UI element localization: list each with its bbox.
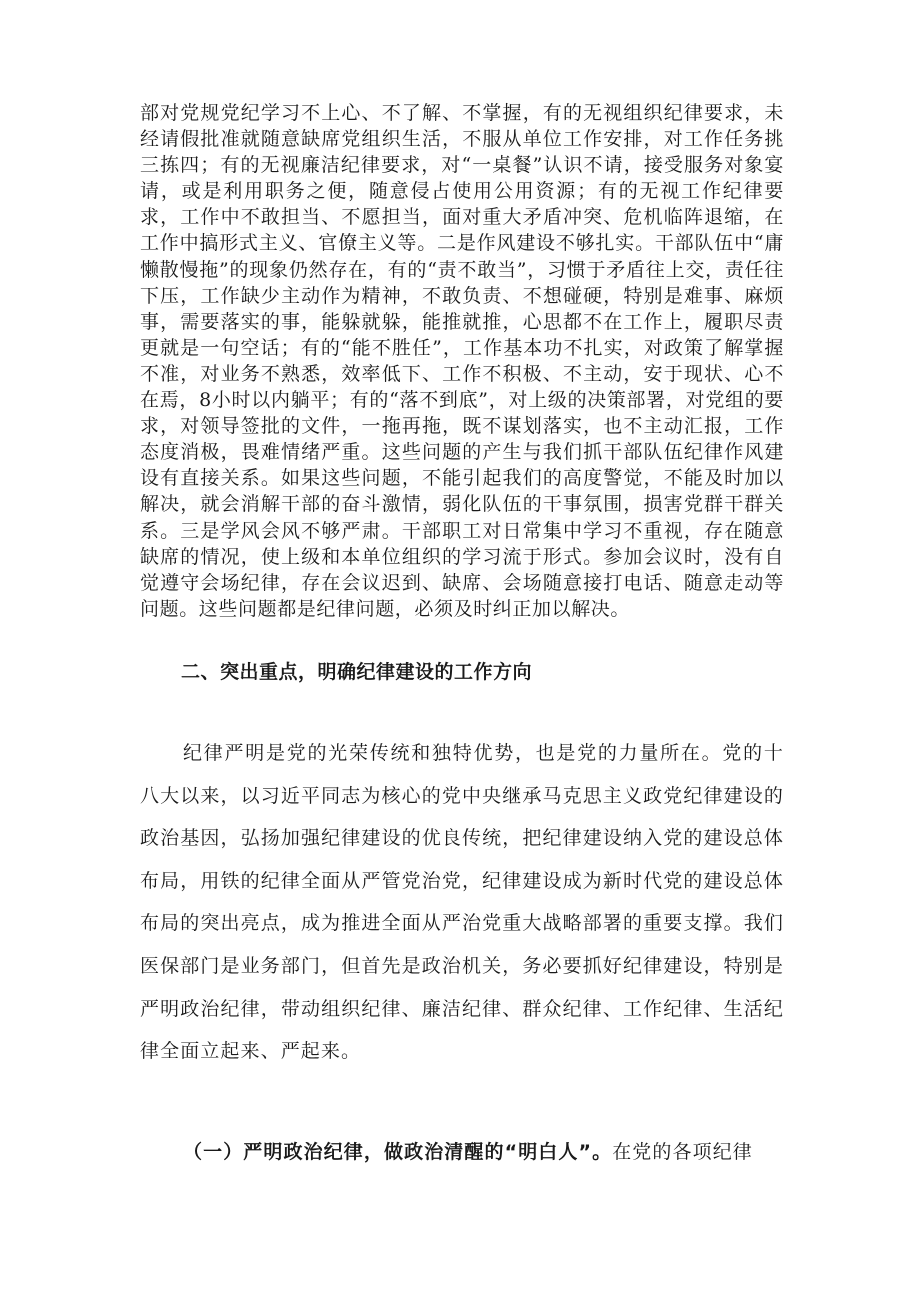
subsection-lead: （一）严明政治纪律，做政治清醒的“明白人”。 xyxy=(183,1141,613,1163)
body-paragraph-political-discipline xyxy=(183,1137,793,1167)
body-paragraph-discipline-issues: 部对党规党纪学习不上心、不了解、不掌握，有的无视组织纪律要求，未经请假批准就随意缺席党组织生活，不服从单位工作安排，对工作任务挑三拣四；有的无视廉洁纪律要求，对“一桌餐”认识不请，接受服务对象宴请，或是利用职务之便，随意侵占使用公用资源；有的无视工作纪律要求，工作中不敢担当、不愿担当，面对重大矛盾冲突、危机临阵退缩，在工作中搞形式主义、官僚主义等。二是作风建设不够扎实。干部队伍中“庸懒散慢拖”的现象仍然存在，有的“责不敢当”，习惯于矛盾往上交，责任往下压，工作缺少主动作为精神，不敢负责、不想碰硬，特别是难事、麻烦事，需要落实的事，能躲就躲，能推就推，心思都不在工作上，履职尽责更就是一句空话；有的“能不胜任”，工作基本功不扎实，对政策了解掌握不准，对业务不熟悉，效率低下、工作不积极、不主动，安于现状、心不在焉，8小时以内躺平；有的“落不到底”，对上级的决策部署，对党组的要求，对领导签批的文件，一拖再拖，既不谋划落实，也不主动汇报，工作态度消极，畏难情绪严重。这些问题的产生与我们抓干部队伍纪律作风建设有直接关系。如果这些问题，不能引起我们的高度警觉，不能及时加以解决，就会消解干部的奋斗激情，弱化队伍的干事氛围，损害党群干群关系。三是学风会风不够严肃。干部职工对日常集中学习不重视，存在随意缺席的情况，使上级和本单位组织的学习流于形式。参加会议时，没有自觉遵守会场纪律，存在会议迟到、缺席、会场随意接打电话、随意走动等问题。这些问题都是纪律问题，必须及时纠正加以解决。 xyxy=(140,102,784,620)
section-heading: 二、突出重点，明确纪律建设的工作方向 xyxy=(181,661,533,683)
body-paragraph-discipline-tradition: 纪律严明是党的光荣传统和独特优势，也是党的力量所在。党的十八大以来，以习近平同志为核心的党中央继承马克思主义政党纪律建设的政治基因，弘扬加强纪律建设的优良传统，把纪律建设纳入党的建设总体布局，用铁的纪律全面从严管党治党，纪律建设成为新时代党的建设总体布局的突出亮点，成为推进全面从严治党重大战略部署的重要支撑。我们医保部门是业务部门，但首先是政治机关，务必要抓好纪律建设，特别是严明政治纪律，带动组织纪律、廉洁纪律、群众纪律、工作纪律、生活纪律全面立起来、严起来。 xyxy=(140,742,784,1063)
subsection-text: 在党的各项纪律 xyxy=(612,1141,753,1163)
